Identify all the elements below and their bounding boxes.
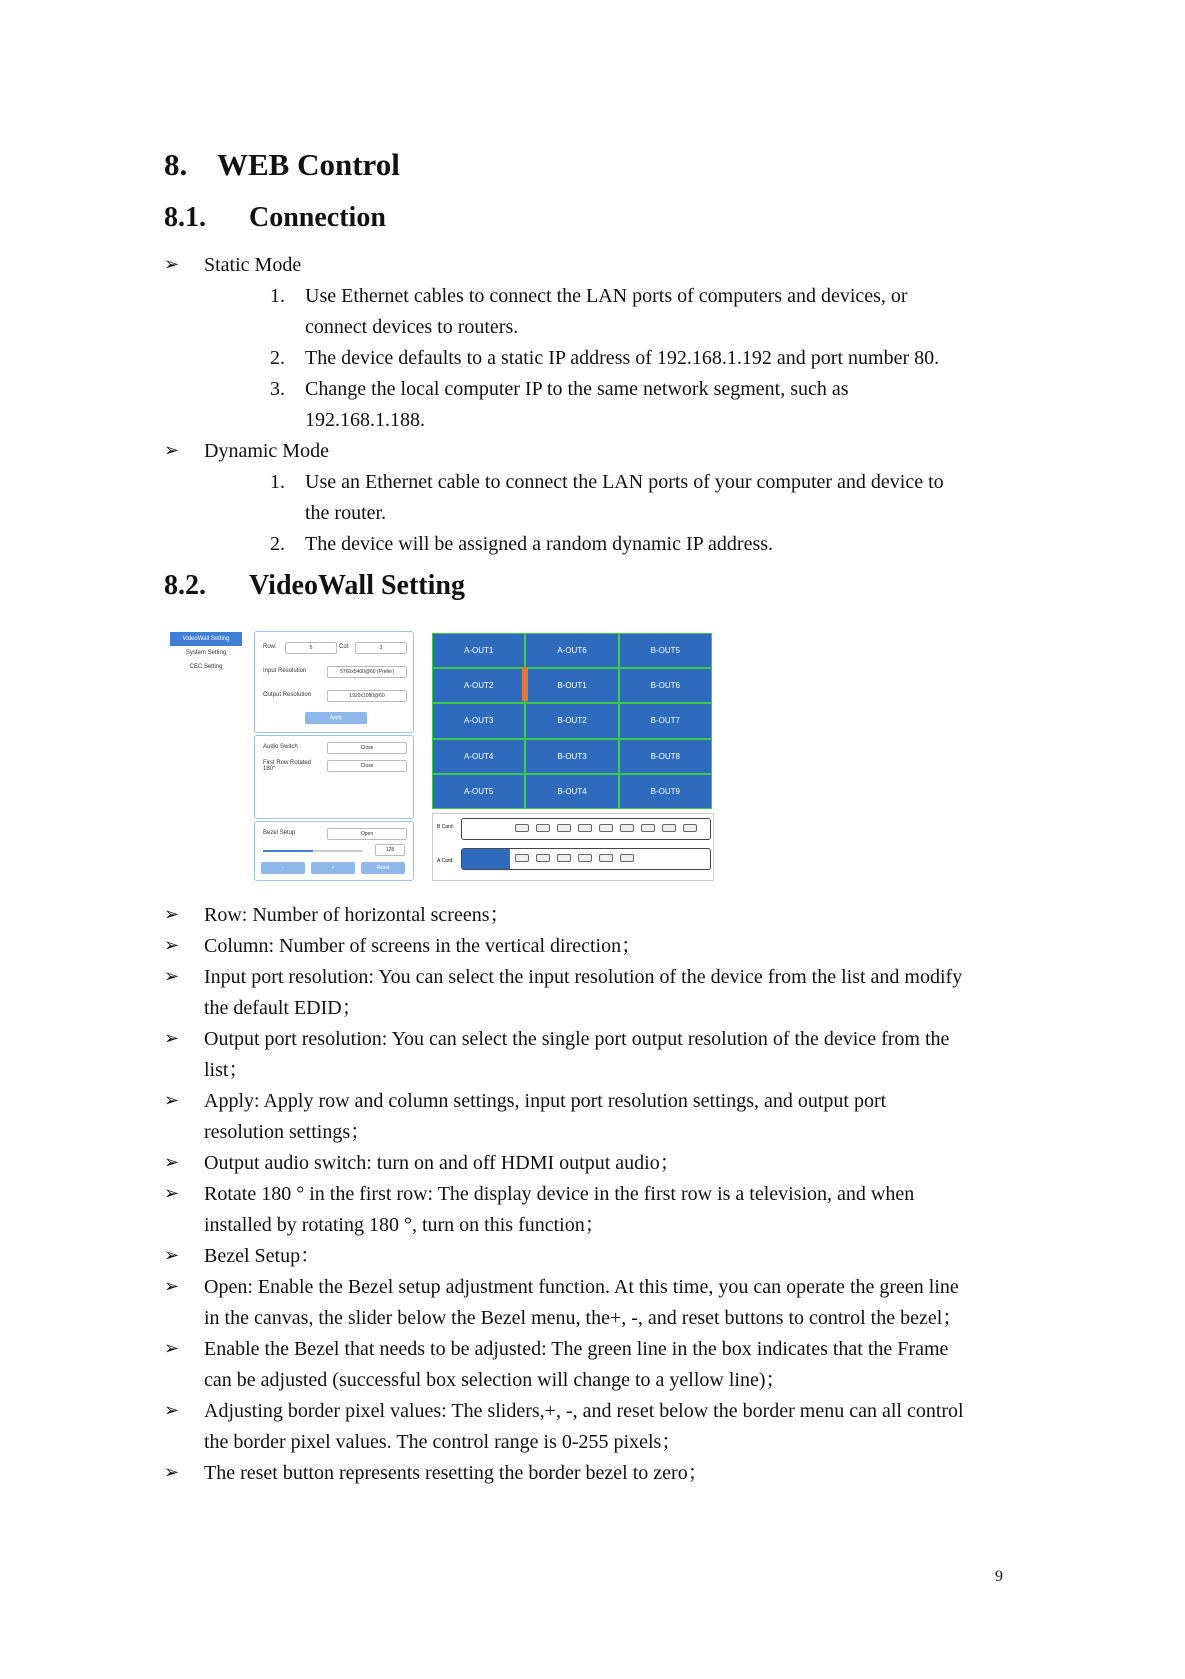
step-number: 1. — [270, 471, 285, 493]
hdmi-port-icon — [515, 824, 529, 832]
step-text: Change the local computer IP to the same network segment, such as — [305, 378, 849, 400]
hdmi-port-icon — [620, 854, 634, 862]
section-title: WEB Control — [217, 147, 400, 182]
bullet-text: Enable the Bezel that needs to be adjusted: The green line in the box indicates that the Frame — [204, 1338, 949, 1360]
section-number: 8.2. — [164, 570, 206, 601]
bullet-text: The reset button represents resetting the border bezel to zero； — [204, 1462, 708, 1484]
plus-button[interactable]: + — [311, 862, 355, 874]
section-8-1-heading — [164, 202, 386, 234]
page-number: 9 — [995, 1568, 1003, 1585]
bullet-arrow-icon: ➢ — [164, 1276, 180, 1296]
hdmi-port-icon — [515, 854, 529, 862]
hdmi-port-icon — [599, 824, 613, 832]
videowall-cell[interactable]: A-OUT1 — [432, 633, 525, 668]
videowall-cell[interactable]: A-OUT4 — [432, 739, 525, 774]
bezel-marker[interactable] — [522, 667, 528, 701]
bullet-text: list； — [204, 1059, 249, 1081]
output-resolution-label: Output Resolution — [263, 692, 312, 698]
videowall-cell[interactable]: B-OUT8 — [619, 739, 712, 774]
videowall-cell[interactable]: A-OUT2 — [432, 668, 525, 703]
videowall-cell[interactable]: B-OUT3 — [525, 739, 618, 774]
step-text: Use Ethernet cables to connect the LAN ports of computers and devices, or — [305, 285, 908, 307]
hdmi-port-icon — [557, 824, 571, 832]
step-text: The device defaults to a static IP address of 192.168.1.192 and port number 80. — [305, 347, 940, 369]
bezel-slider[interactable] — [263, 850, 363, 852]
videowall-cell[interactable]: A-OUT5 — [432, 774, 525, 809]
bullet-arrow-icon: ➢ — [164, 1183, 180, 1203]
videowall-screenshot — [164, 629, 730, 882]
output-resolution-select[interactable]: 1920x1080@60 — [327, 690, 407, 702]
step-text: The device will be assigned a random dynamic IP address. — [305, 533, 774, 555]
bullet-arrow-icon: ➢ — [164, 1245, 180, 1265]
bullet-text: Output port resolution: You can select the single port output resolution of the device from the — [204, 1028, 950, 1050]
minus-button[interactable]: - — [261, 862, 305, 874]
bullet-arrow-icon: ➢ — [164, 440, 180, 460]
hdmi-port-icon — [662, 824, 676, 832]
videowall-cell[interactable]: B-OUT9 — [619, 774, 712, 809]
bullet-text: the border pixel values. The control range is 0-255 pixels； — [204, 1431, 682, 1453]
section-number: 8. — [164, 147, 188, 182]
section-8-heading — [164, 147, 400, 183]
static-mode-label: Static Mode — [204, 254, 302, 276]
sidebar-item-system[interactable]: System Setting — [185, 650, 227, 656]
reset-button[interactable]: Reset — [361, 862, 405, 874]
row-select[interactable]: 5 — [285, 642, 337, 654]
section-title: VideoWall Setting — [249, 570, 465, 601]
step-text: connect devices to routers. — [305, 316, 519, 338]
videowall-cell[interactable]: B-OUT4 — [525, 774, 618, 809]
hdmi-port-icon — [578, 854, 592, 862]
a-card-input-active — [462, 849, 510, 869]
bezel-select[interactable]: Open — [327, 828, 407, 840]
card-panel — [432, 813, 714, 881]
videowall-grid — [432, 633, 712, 809]
hdmi-port-icon — [641, 824, 655, 832]
sidebar-item-videowall[interactable]: VideoWall Setting — [170, 632, 242, 646]
hdmi-port-icon — [536, 824, 550, 832]
bullet-text: can be adjusted (successful box selection will change to a yellow line)； — [204, 1369, 786, 1391]
bullet-arrow-icon: ➢ — [164, 966, 180, 986]
videowall-cell[interactable]: B-OUT6 — [619, 668, 712, 703]
bullet-arrow-icon: ➢ — [164, 254, 180, 274]
step-text: 192.168.1.188. — [305, 409, 425, 431]
bullet-arrow-icon: ➢ — [164, 904, 180, 924]
step-number: 3. — [270, 378, 285, 400]
hdmi-port-icon — [578, 824, 592, 832]
bullet-text: Row: Number of horizontal screens； — [204, 904, 510, 926]
section-title: Connection — [249, 202, 386, 233]
bullet-text: the default EDID； — [204, 997, 362, 1019]
a-card-label: A Card: — [437, 858, 454, 864]
input-resolution-label: Input Resolution — [263, 668, 307, 674]
rotate-select[interactable]: Close — [327, 760, 407, 772]
section-8-2-heading — [164, 570, 465, 602]
input-resolution-select[interactable]: 5760x5400@60 (Prefer) — [327, 666, 407, 678]
col-label: Col: — [339, 644, 350, 650]
rotate-label: First Row Rotated 180° — [263, 760, 312, 772]
sidebar-item-cec[interactable]: CEC Setting — [189, 664, 223, 670]
section-number: 8.1. — [164, 202, 206, 233]
step-number: 2. — [270, 347, 285, 369]
step-text: Use an Ethernet cable to connect the LAN ports of your computer and device to — [305, 471, 944, 493]
bezel-label: Bezel Setup — [263, 830, 296, 836]
bullet-text: Bezel Setup： — [204, 1245, 321, 1267]
dynamic-mode-label: Dynamic Mode — [204, 440, 329, 462]
videowall-cell[interactable]: B-OUT7 — [619, 703, 712, 738]
audio-switch-select[interactable]: Close — [327, 742, 407, 754]
hdmi-port-icon — [599, 854, 613, 862]
bullet-text: Apply: Apply row and column settings, input port resolution settings, and output port — [204, 1090, 887, 1112]
videowall-cell[interactable]: A-OUT6 — [525, 633, 618, 668]
bullet-text: resolution settings； — [204, 1121, 371, 1143]
bullet-arrow-icon: ➢ — [164, 1028, 180, 1048]
settings-sidebar — [164, 629, 248, 882]
hdmi-port-icon — [620, 824, 634, 832]
bezel-panel — [254, 821, 414, 881]
bullet-arrow-icon: ➢ — [164, 1338, 180, 1358]
bullet-text: in the canvas, the slider below the Bezel menu, the+, -, and reset buttons to control the bezel； — [204, 1307, 963, 1329]
bullet-text: Output audio switch: turn on and off HDMI output audio； — [204, 1152, 680, 1174]
videowall-cell[interactable]: B-OUT5 — [619, 633, 712, 668]
step-number: 1. — [270, 285, 285, 307]
videowall-cell[interactable]: B-OUT1 — [525, 668, 618, 703]
bullet-text: Open: Enable the Bezel setup adjustment function. At this time, you can operate the green line — [204, 1276, 959, 1298]
step-number: 2. — [270, 533, 285, 555]
videowall-cell[interactable]: A-OUT3 — [432, 703, 525, 738]
layout-panel — [254, 631, 414, 733]
bullet-arrow-icon: ➢ — [164, 1462, 180, 1482]
bullet-text: Adjusting border pixel values: The sliders,+, -, and reset below the border menu can all control — [204, 1400, 964, 1422]
hdmi-port-icon — [557, 854, 571, 862]
bullet-arrow-icon: ➢ — [164, 1090, 180, 1110]
b-card-label: B Card: — [437, 824, 454, 830]
hdmi-port-icon — [536, 854, 550, 862]
bullet-text: Rotate 180 ° in the first row: The display device in the first row is a television, and when — [204, 1183, 915, 1205]
bullet-arrow-icon: ➢ — [164, 1400, 180, 1420]
hdmi-port-icon — [683, 824, 697, 832]
bullet-arrow-icon: ➢ — [164, 935, 180, 955]
row-label: Row: — [263, 644, 277, 650]
audio-panel — [254, 735, 414, 819]
bezel-value-field[interactable]: 128 — [375, 844, 405, 856]
bullet-text: installed by rotating 180 °, turn on this function； — [204, 1214, 605, 1236]
col-select[interactable]: 3 — [355, 642, 407, 654]
bullet-text: Column: Number of screens in the vertical direction； — [204, 935, 642, 957]
bullet-text: Input port resolution: You can select the input resolution of the device from the list and modify — [204, 966, 963, 988]
bezel-slider-fill — [263, 850, 313, 852]
bullet-arrow-icon: ➢ — [164, 1152, 180, 1172]
videowall-cell[interactable]: B-OUT2 — [525, 703, 618, 738]
apply-button[interactable]: Apply — [305, 712, 367, 724]
step-text: the router. — [305, 502, 387, 524]
audio-switch-label: Audio Switch — [263, 744, 298, 750]
